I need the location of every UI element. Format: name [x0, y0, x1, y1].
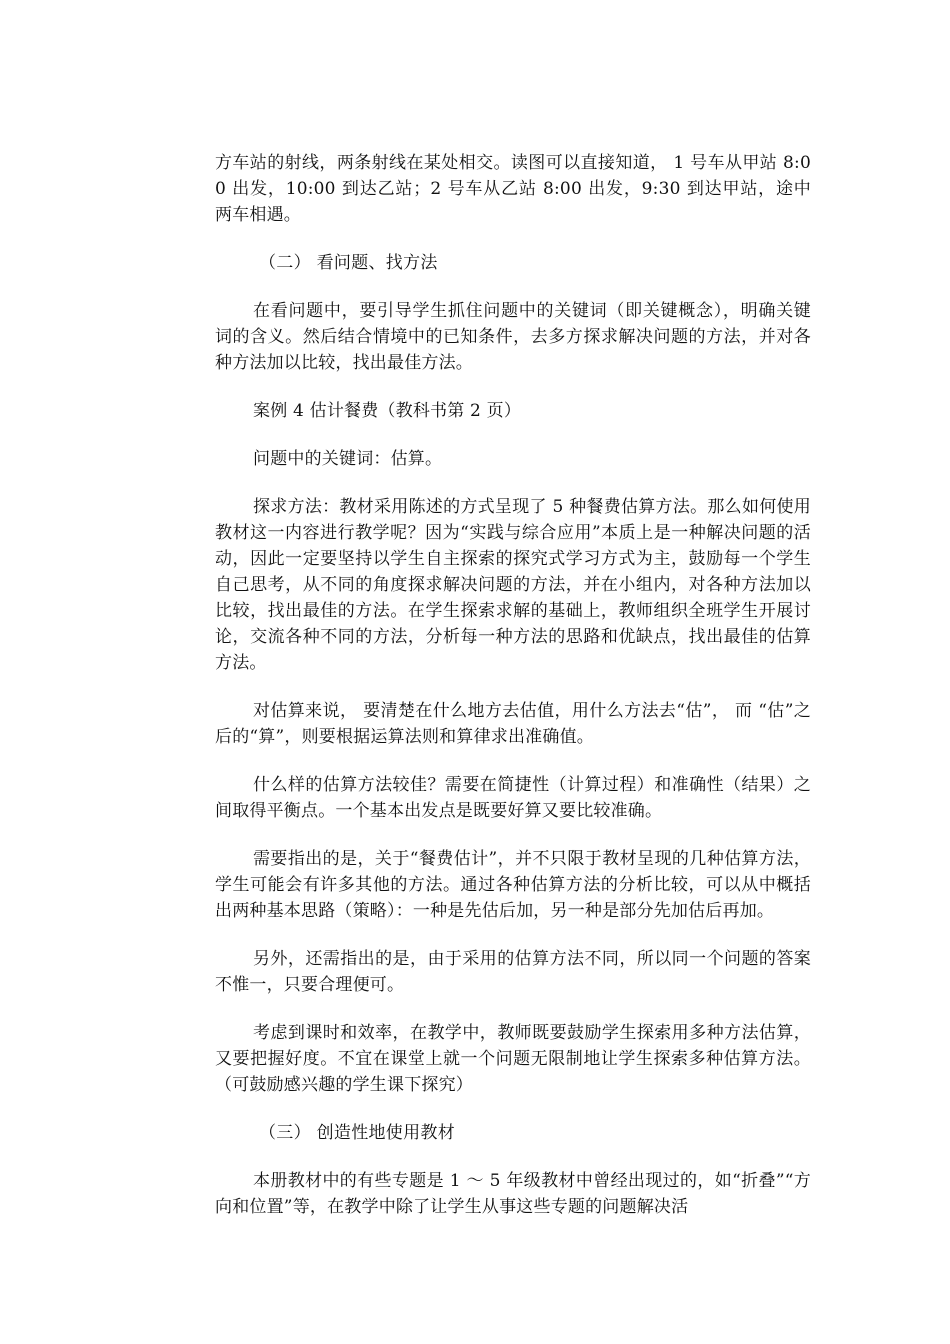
estimate-paragraph: 对估算来说， 要清楚在什么地方去估值，用什么方法去“估”， 而 “估”之后的“算”，则要根据运算法则和算律求出准确值。: [215, 701, 811, 747]
section-heading-three: （三） 创造性地使用教材: [259, 1123, 456, 1143]
best-method-paragraph: 什么样的估算方法较佳？需要在简捷性（计算过程）和准确性（结果）之间取得平衡点。一个基本出发点是既要好算又要比较准确。: [215, 775, 811, 821]
note-paragraph: 需要指出的是，关于“餐费估计”，并不只限于教材呈现的几种估算方法，学生可能会有许多其他的方法。通过各种估算方法的分析比较，可以从中概括出两种基本思路（策略）：一种是先估后加，另一种是部分先加估后再加。: [215, 849, 811, 921]
document-page: [215, 150, 811, 1220]
look-problem-paragraph: 在看问题中，要引导学生抓住问题中的关键词（即关键概念），明确关键词的含义。然后结合情境中的已知条件，去多方探求解决问题的方法，并对各种方法加以比较，找出最佳方法。: [215, 301, 811, 373]
method-paragraph: 探求方法：教材采用陈述的方式呈现了 5 种餐费估算方法。那么如何使用教材这一内容进行教学呢？因为“实践与综合应用”本质上是一种解决问题的活动，因此一定要坚持以学生自主探索的探究式学习方式为主，鼓励每一个学生自己思考，从不同的角度探求解决问题的方法，并在小组内，对各种方法加以比较，找出最佳的方法。在学生探索求解的基础上，教师组织全班学生开展讨论，交流各种不同的方法，分析每一种方法的思路和优缺点，找出最佳的估算方法。: [215, 497, 811, 673]
last-paragraph: 本册教材中的有些专题是 1 ～ 5 年级教材中曾经出现过的，如“折叠”“方向和位置”等，在教学中除了让学生从事这些专题的问题解决活: [215, 1171, 811, 1217]
other-paragraph: 另外，还需指出的是，由于采用的估算方法不同，所以同一个问题的答案不惟一，只要合理便可。: [215, 949, 811, 995]
section-heading-two: （二） 看问题、找方法: [259, 253, 438, 273]
keyword-paragraph: 问题中的关键词：估算。: [253, 449, 443, 469]
case-title: 案例 4 估计餐费（教科书第 2 页）: [253, 401, 522, 421]
intro-paragraph: 方车站的射线，两条射线在某处相交。读图可以直接知道， 1 号车从甲站 8:00 出发，10:00 到达乙站；2 号车从乙站 8:00 出发，9:30 到达甲站，途中两车相遇。: [215, 153, 811, 225]
time-efficiency-paragraph: 考虑到课时和效率，在教学中，教师既要鼓励学生探索用多种方法估算，又要把握好度。不宜在课堂上就一个问题无限制地让学生探索多种估算方法。（可鼓励感兴趣的学生课下探究）: [215, 1023, 811, 1095]
